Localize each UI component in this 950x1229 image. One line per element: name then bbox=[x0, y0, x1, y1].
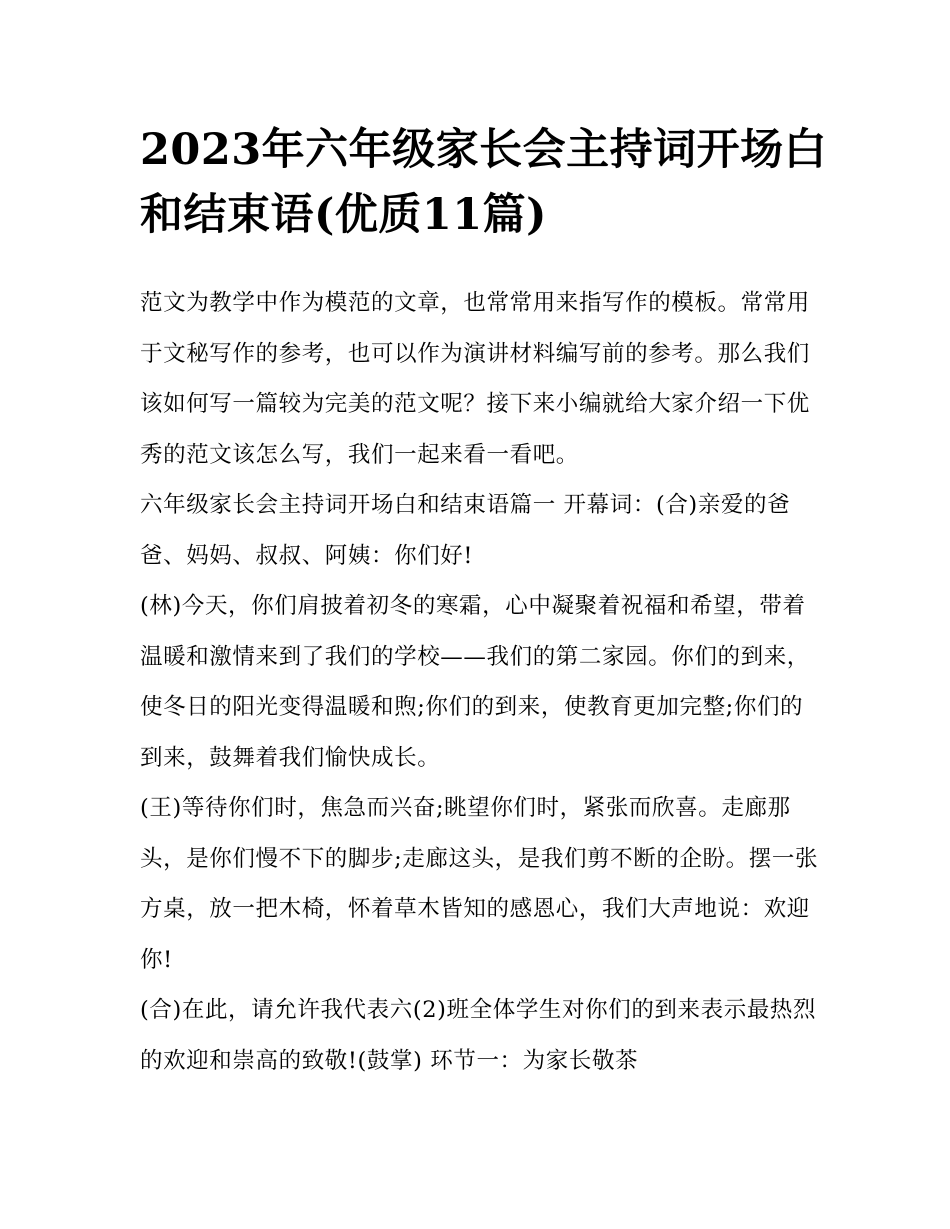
document-body bbox=[140, 278, 820, 1086]
opening-speech-paragraph: 六年级家长会主持词开场白和结束语篇一 开幕词：(合)亲爱的爸爸、妈妈、叔叔、阿姨：你们好! bbox=[140, 492, 791, 569]
intro-paragraph: 范文为教学中作为模范的文章，也常常用来指写作的模板。常常用于文秘写作的参考，也可以作为演讲材料编写前的参考。那么我们该如何写一篇较为完美的范文呢？接下来小编就给大家介绍一下优秀的范文该怎么写，我们一起来看一看吧。 bbox=[140, 290, 810, 468]
document-title: 2023年六年级家长会主持词开场白和结束语(优质11篇) bbox=[140, 125, 828, 240]
together-paragraph: (合)在此，请允许我代表六(2)班全体学生对你们的到来表示最热烈的欢迎和崇高的致敬!(鼓掌) 环节一：为家长敬茶 bbox=[140, 997, 817, 1074]
wang-paragraph: (王)等待你们时，焦急而兴奋;眺望你们时，紧张而欣喜。走廊那头，是你们慢不下的脚步;走廊这头，是我们剪不断的企盼。摆一张方桌，放一把木椅，怀着草木皆知的感恩心，我们大声地说：欢迎你! bbox=[140, 795, 819, 973]
lin-paragraph: (林)今天，你们肩披着初冬的寒霜，心中凝聚着祝福和希望，带着温暖和激情来到了我们的学校——我们的第二家园。你们的到来，使冬日的阳光变得温暖和煦;你们的到来，使教育更加完整;你们的到来，鼓舞着我们愉快成长。 bbox=[140, 593, 810, 771]
